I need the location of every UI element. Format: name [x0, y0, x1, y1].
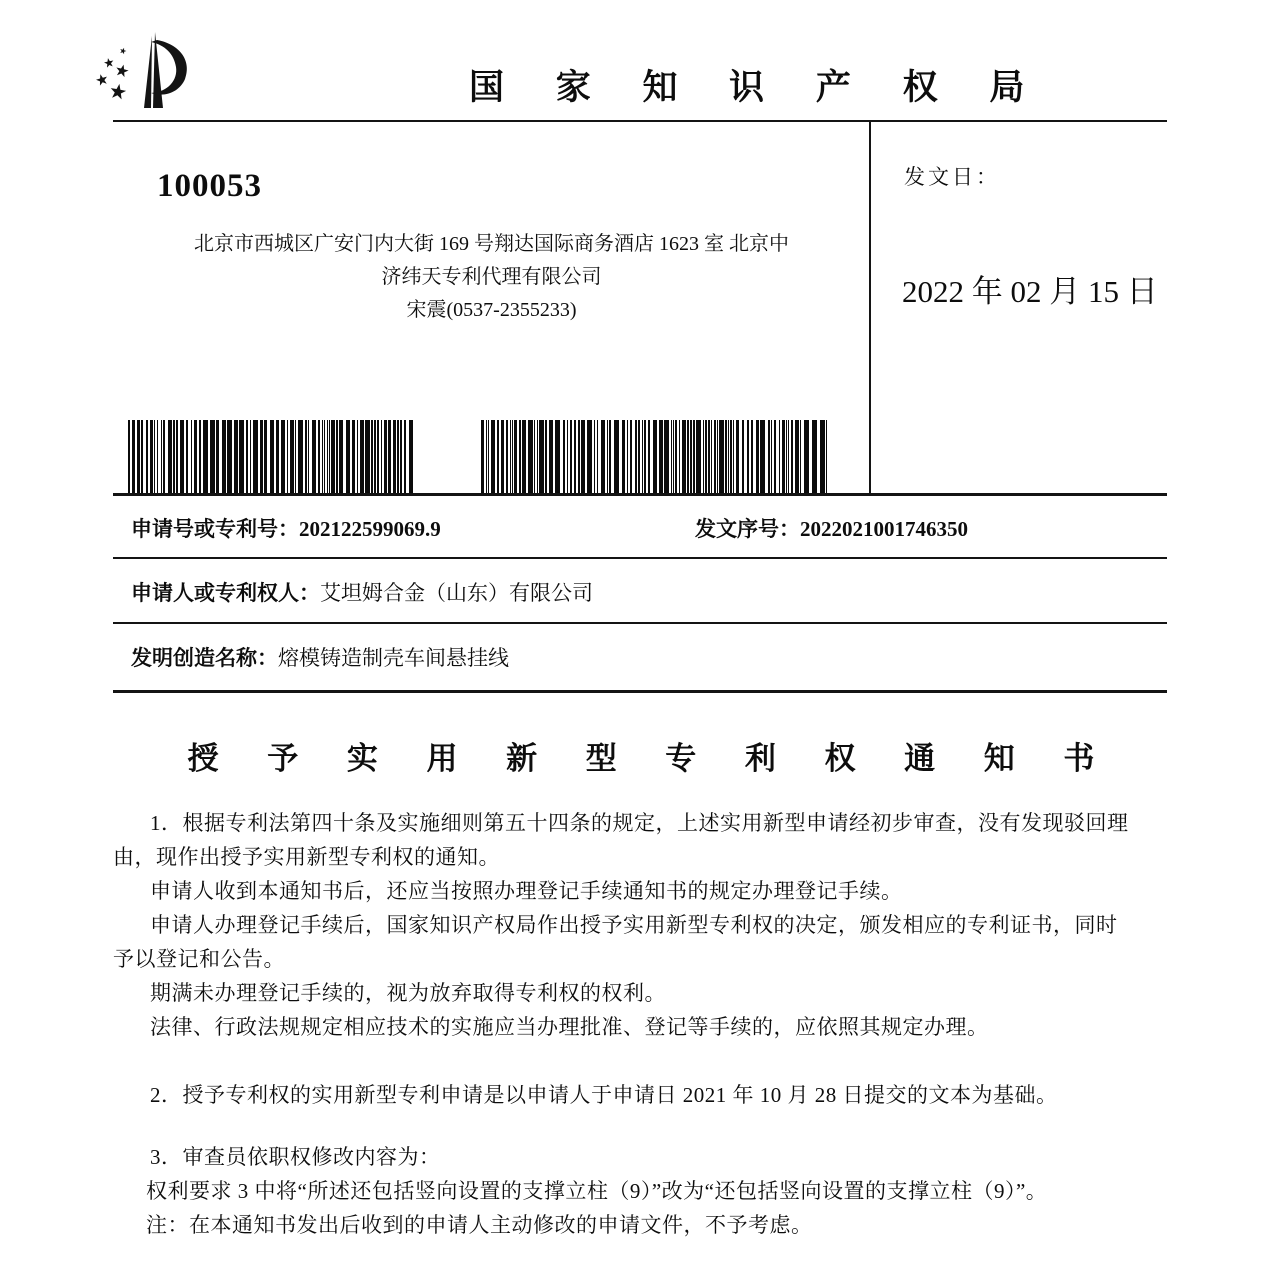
- notice-line: 法律、行政法规规定相应技术的实施应当办理批准、登记等手续的，应依照其规定办理。: [150, 1015, 989, 1039]
- barcode-left: [128, 420, 420, 496]
- address-line-1: 北京市西城区广安门内大街 169 号翔达国际商务酒店 1623 室 北京中: [194, 233, 789, 255]
- application-number-value: 202122599069.9: [299, 517, 441, 541]
- barcode-right: [481, 420, 831, 496]
- cnipa-logo: [95, 30, 213, 120]
- rule-2: [113, 557, 1167, 559]
- notice-line: 1．根据专利法第四十条及实施细则第五十四条的规定，上述实用新型申请经初步审查，没有发现驳回理: [150, 811, 1129, 835]
- applicant-value: 艾坦姆合金（山东）有限公司: [320, 581, 593, 605]
- postal-code: 100053: [157, 168, 262, 204]
- issue-date-value: 2022 年 02 月 15 日: [902, 274, 1158, 309]
- notice-line: 注：在本通知书发出后收到的申请人主动修改的申请文件，不予考虑。: [146, 1213, 813, 1237]
- rule-3: [113, 622, 1167, 624]
- header-rule: [113, 120, 1167, 122]
- notice-line: 2．授予专利权的实用新型专利申请是以申请人于申请日 2021 年 10 月 28 日提交的文本为基础。: [150, 1083, 1058, 1107]
- invention-title-value: 熔模铸造制壳车间悬挂线: [278, 646, 509, 670]
- agency-title: 国 家 知 识 产 权 局: [469, 68, 1046, 107]
- notice-line: 由，现作出授予实用新型专利权的通知。: [113, 845, 500, 869]
- issue-date-label: 发文日：: [904, 165, 1000, 189]
- notice-line: 予以登记和公告。: [113, 947, 285, 971]
- notice-line: 申请人办理登记手续后，国家知识产权局作出授予实用新型专利权的决定，颁发相应的专利证书，同时: [150, 913, 1118, 937]
- rule-4: [113, 690, 1167, 693]
- notice-line: 权利要求 3 中将“所述还包括竖向设置的支撑立柱（9）”改为“还包括竖向设置的支撑立柱（9）”。: [146, 1179, 1048, 1203]
- applicant-label: 申请人或专利权人：: [131, 581, 320, 605]
- notice-body: [113, 806, 1193, 1242]
- notice-line: 申请人收到本通知书后，还应当按照办理登记手续通知书的规定办理登记手续。: [150, 879, 903, 903]
- mailing-address: [113, 228, 870, 327]
- serial-number-label: 发文序号：: [695, 517, 800, 541]
- recipient-contact: 宋震(0537-2355233): [406, 299, 577, 321]
- notice-line: 期满未办理登记手续的，视为放弃取得专利权的权利。: [150, 981, 666, 1005]
- application-number-label: 申请号或专利号：: [131, 517, 299, 541]
- rule-1: [113, 493, 1167, 496]
- address-line-2: 济纬天专利代理有限公司: [381, 266, 602, 288]
- invention-title-field: [131, 642, 509, 672]
- application-number-field: [131, 513, 441, 543]
- invention-title-label: 发明创造名称：: [131, 646, 278, 670]
- notice-line: 3．审查员依职权修改内容为：: [150, 1145, 441, 1169]
- serial-number-value: 2022021001746350: [800, 517, 968, 541]
- applicant-field: [131, 577, 593, 607]
- serial-number-field: [695, 513, 968, 543]
- notice-title: 授 予 实 用 新 型 专 利 权 通 知 书: [187, 741, 1115, 776]
